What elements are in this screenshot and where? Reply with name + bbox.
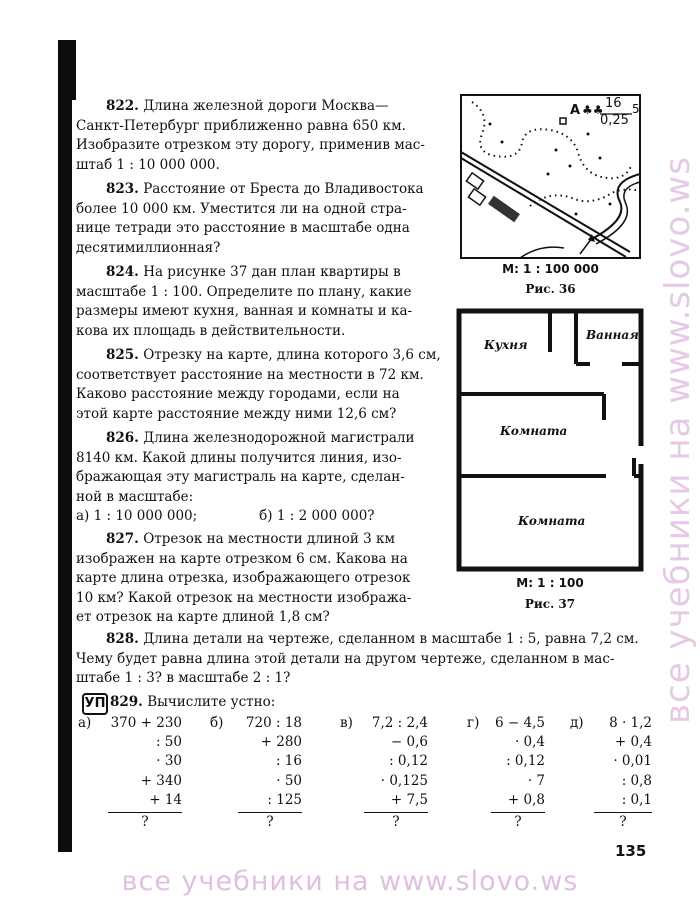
problem-text-line: Санкт-Петербург приближенно равна 650 км.: [76, 117, 406, 134]
calc-row: : 0,1: [621, 791, 652, 808]
problem-number: 822.: [106, 98, 139, 114]
calc-row: 6 − 4,5: [495, 715, 545, 731]
problem-825: [76, 346, 446, 424]
figure-36-scale: М: 1 : 100 000: [502, 262, 599, 276]
problem-number: 827.: [106, 531, 139, 547]
calc-row: : 125: [267, 791, 302, 808]
problem-824: [76, 263, 446, 341]
page-binding-edge: [58, 40, 72, 852]
problem-number: 825.: [106, 347, 139, 363]
calc-column-d: [570, 714, 652, 832]
problem-text-line: размеры имеют кухня, ванная и комнаты и ка-: [76, 303, 413, 319]
calc-result: ?: [392, 814, 400, 831]
room-label-room-2: Комната: [518, 514, 586, 528]
map-legend-top: 16: [605, 96, 622, 111]
svg-text:♣♣: ♣♣: [582, 103, 604, 117]
figure-37-caption: Рис. 37: [524, 597, 576, 611]
calc-row: : 0,12: [506, 753, 545, 770]
problem-number: 828.: [106, 631, 139, 647]
calc-row: + 0,4: [614, 734, 652, 751]
problem-823: [76, 180, 446, 258]
option-b: б) 1 : 2 000 000?: [259, 508, 375, 524]
calc-column-v: [340, 714, 428, 832]
calc-row: : 0,8: [621, 772, 652, 789]
problem-text-line: Расстояние от Бреста до Владивостока: [143, 181, 424, 197]
calc-row: + 0,8: [507, 791, 545, 808]
calc-row: − 0,6: [390, 734, 428, 751]
problem-text-line: Длина детали на чертеже, сделанном в масштабе 1 : 5, равна 7,2 см.: [143, 631, 639, 647]
problem-text-line: карте длина отрезка, изображающего отрезок: [76, 570, 411, 586]
problem-text-line: Отрезок на местности длиной 3 км: [143, 531, 395, 547]
room-label-room-1: Комната: [500, 424, 568, 438]
oral-exercise-icon: УП: [82, 693, 108, 715]
calc-row: 720 : 18: [245, 715, 302, 731]
calc-row: · 30: [156, 753, 182, 770]
problem-text-line: ет отрезок на карте длиной 1,8 см?: [76, 609, 330, 625]
calc-result: ?: [514, 814, 522, 831]
map-legend-side: 5: [632, 102, 640, 116]
calc-row: · 7: [527, 772, 545, 789]
problem-text-line: десятимиллионная?: [76, 239, 221, 256]
figure-37-scale: М: 1 : 100: [516, 576, 584, 590]
page-binding-notch: [66, 40, 76, 100]
problem-text-line: 10 км? Какой отрезок на местности изобража-: [76, 589, 412, 606]
calc-row: 8 · 1,2: [609, 715, 652, 731]
option-a: а) 1 : 10 000 000;: [76, 508, 198, 524]
calc-row: : 16: [275, 753, 302, 770]
problem-text-line: штабе 1 : 3? в масштабе 2 : 1?: [76, 670, 291, 686]
calc-row: · 0,4: [514, 734, 545, 751]
problem-text-line: ной в масштабе:: [76, 488, 194, 505]
problem-text-line: Каково расстояние между городами, если на: [76, 386, 400, 402]
calc-column-a: [78, 714, 182, 832]
problem-text: Вычислите устно:: [147, 694, 276, 710]
problem-text-line: Длина железнодорожной магистрали: [143, 430, 415, 446]
svg-text:A: A: [570, 103, 581, 118]
calc-result: ?: [141, 814, 149, 831]
calc-row: · 0,01: [613, 753, 652, 770]
problem-text-line: кова их площадь в действительности.: [76, 322, 346, 339]
calc-label: а): [78, 715, 92, 731]
problem-text-line: Отрезку на карте, длина которого 3,6 см,: [143, 347, 441, 363]
calc-row: : 50: [155, 734, 182, 751]
map-legend-bottom: 0,25: [600, 113, 629, 128]
calc-label: д): [570, 715, 584, 731]
problem-text-line: На рисунке 37 дан план квартиры в: [143, 264, 401, 280]
problem-text-line: бражающая эту магистраль на карте, сделан-: [76, 469, 405, 485]
page-number: 135: [615, 842, 647, 860]
problem-text-line: Длина железной дороги Москва—: [143, 98, 389, 114]
calc-row: + 280: [260, 734, 302, 751]
problem-text-line: штаб 1 : 10 000 000.: [76, 156, 220, 173]
calc-row: 7,2 : 2,4: [371, 715, 428, 731]
watermark-bottom: все учебники на www.slovo.ws: [121, 866, 579, 897]
calc-label: в): [340, 715, 353, 731]
calc-row: + 7,5: [390, 791, 428, 808]
problem-number: 826.: [106, 430, 139, 446]
problem-text-line: этой карте расстояние между ними 12,6 см?: [76, 405, 397, 422]
room-label-kitchen: Кухня: [484, 338, 528, 352]
problem-826: [76, 429, 446, 527]
figure-36-map: [460, 94, 641, 259]
calc-row: + 14: [149, 791, 182, 808]
problem-text-line: 8140 км. Какой длины получится линия, изо-: [76, 449, 402, 466]
problem-number: 823.: [106, 181, 139, 197]
room-label-bath: Ванная: [586, 328, 639, 342]
calc-result: ?: [619, 814, 627, 831]
calc-label: г): [467, 715, 480, 731]
problem-829: [110, 693, 676, 713]
problem-text-line: изображен на карте отрезком 6 см. Какова на: [76, 550, 408, 567]
problem-number: 829.: [110, 694, 143, 710]
calc-row: · 50: [276, 772, 302, 789]
calc-row: + 340: [140, 772, 182, 789]
problem-text-line: более 10 000 км. Уместится ли на одной стра-: [76, 200, 407, 217]
problem-text-line: Чему будет равна длина этой детали на другом чертеже, сделанном в мас-: [76, 650, 615, 667]
figure-37-floor-plan: [456, 308, 644, 572]
calc-column-b: [210, 714, 302, 832]
watermark-side: все учебники на www.slovo.ws: [658, 156, 698, 724]
problem-text-line: соответствует расстояние на местности в 72 км.: [76, 366, 424, 383]
problem-text-line: масштабе 1 : 100. Определите по плану, какие: [76, 283, 412, 300]
figure-36-caption: Рис. 36: [525, 282, 576, 296]
calc-row: 370 + 230: [110, 715, 182, 731]
problem-text-line: нице тетради это расстояние в масштабе одна: [76, 220, 410, 236]
problem-number: 824.: [106, 264, 139, 280]
calc-row: · 0,125: [380, 772, 428, 789]
calc-label: б): [210, 715, 224, 731]
problem-828: [76, 630, 642, 689]
problem-text-line: Изобразите отрезком эту дорогу, применив мас-: [76, 137, 425, 153]
calc-column-g: [467, 714, 545, 832]
calc-row: : 0,12: [389, 753, 428, 770]
problem-822: [76, 97, 446, 175]
calc-result: ?: [266, 814, 274, 831]
problem-827: [76, 530, 446, 628]
calc-column-d-clip: [570, 714, 652, 834]
